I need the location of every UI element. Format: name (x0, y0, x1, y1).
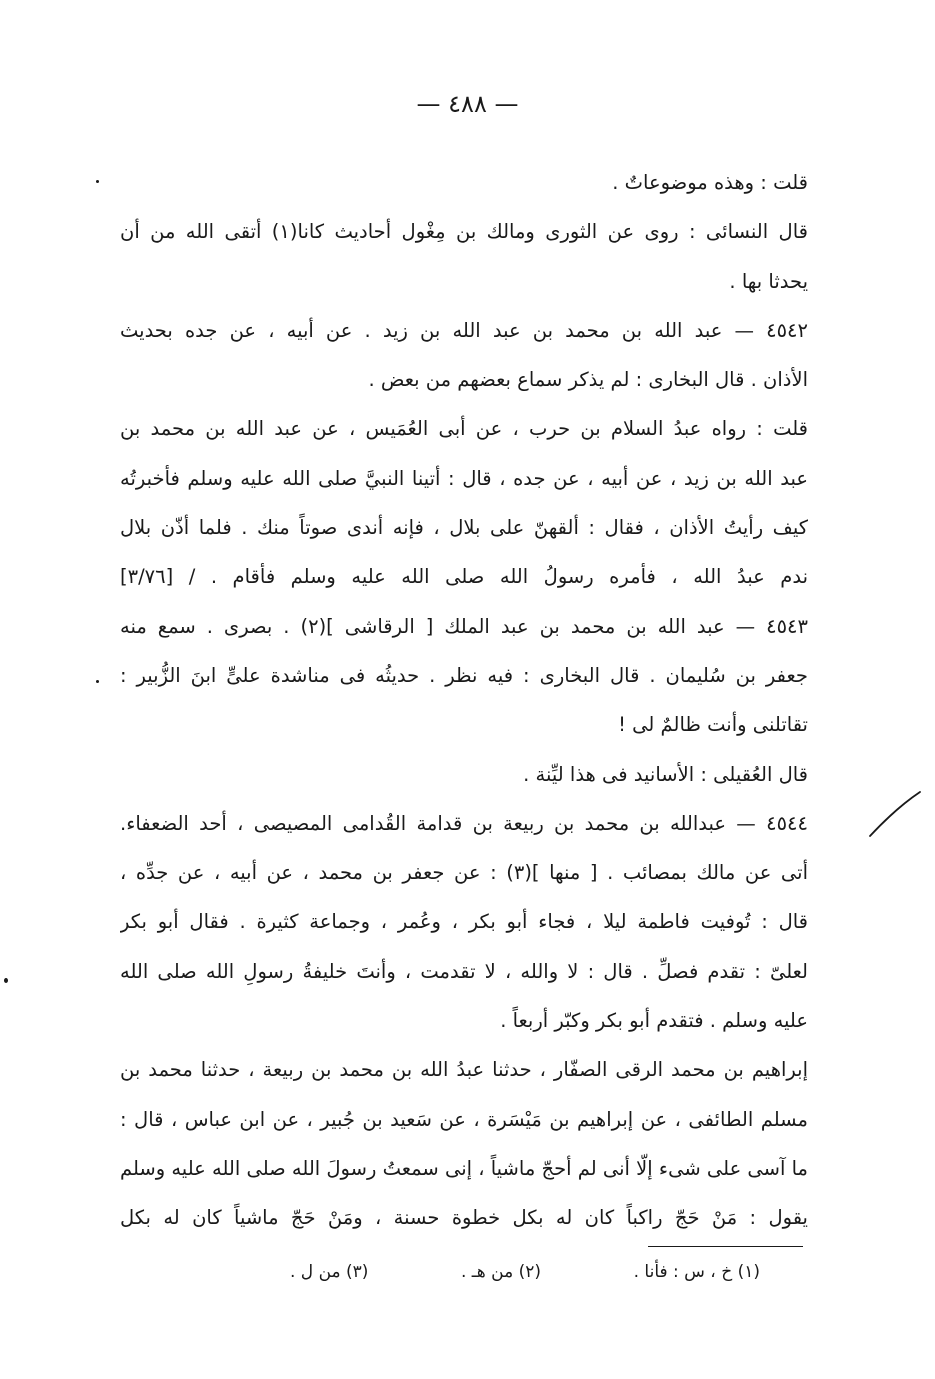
page-number: — ٤٨٨ — (416, 90, 519, 118)
text-line: تقاتلنى وأنت ظالمٌ لى ! (618, 713, 808, 737)
margin-speck-3 (4, 978, 8, 983)
text-line: ندم عبدُ الله ، فأمره رسولُ الله صلى الله عليه وسلم فأقام . / [٣/٧٦] (120, 565, 808, 589)
text-line: قال النسائى : روى عن الثورى ومالك بن مِغْول أحاديث كانا(١) أتقى الله من أن (120, 220, 808, 244)
text-line: يحدثا بها . (729, 269, 808, 293)
text-line: عليه وسلم . فتقدم أبو بكر وكبّر أربعاً . (500, 1009, 808, 1033)
text-line: ٤٥٤٤ — عبدالله بن محمد بن ربيعة بن قدامة القُدامى المصيصى ، أحد الضعفاء. (120, 811, 808, 835)
footnote-3: (٣) من ل . (290, 1262, 369, 1282)
margin-speck-1 (96, 180, 99, 183)
text-line: كيف رأيتُ الأذان ، فقال : ألقهنّ على بلال ، فإنه أندى صوتاً منك . فلما أذّن بلال (120, 516, 808, 540)
text-line: لعلىّ : تقدم فصلِّ . قال : لا والله ، لا تقدمت ، وأنتَ خليفةُ رسولِ الله صلى الله (120, 959, 808, 983)
margin-pen-stroke (866, 790, 922, 840)
text-line: قلت : رواه عبدُ السلام بن حرب ، عن أبى العُمَيس ، عن عبد الله بن محمد بن (120, 417, 808, 441)
text-line: قال : تُوفيت فاطمة ليلا ، فجاء أبو بكر ، وعُمر ، وجماعة كثيرة . فقال أبو بكر (120, 910, 808, 934)
text-line: قال العُقيلى : الأسانيد فى هذا ليِّنة . (523, 762, 808, 786)
margin-speck-2 (96, 680, 99, 683)
text-line: مسلم الطائفى ، عن إبراهيم بن مَيْسَرة ، عن سَعيد بن جُبير ، عن ابن عباس ، قال : (120, 1107, 808, 1131)
text-line: الأذان . قال البخارى : لم يذكر سماع بعضهم من بعض . (368, 368, 808, 392)
text-line: يقول : مَنْ حَجّ راكباً كان له بكل خطوة حسنة ، ومَنْ حَجّ ماشياً كان له بكل (120, 1206, 808, 1230)
text-line: قلت : وهذه موضوعاتٌ . (612, 171, 808, 194)
footnote-divider (648, 1246, 803, 1247)
footnote-2: (٢) من هـ . (461, 1262, 542, 1282)
text-line: أتى عن مالك بمصائب . [ منها ](٣) : عن جعفر بن محمد ، عن أبيه ، عن جدِّه ، (120, 861, 808, 885)
text-line: إبراهيم بن محمد الرقى الصفّار ، حدثنا عبدُ الله بن محمد بن ربيعة ، حدثنا محمد بن (120, 1058, 808, 1082)
footnote-1: (١) خ ، س : فأنا . (633, 1262, 760, 1282)
footnotes (290, 1262, 760, 1282)
text-line: عبد الله بن زيد ، عن أبيه ، عن جده ، قال : أتينا النبيَّ صلى الله عليه وسلم فأخبرتُه (120, 466, 808, 490)
text-line: ما آسى على شىء إلّا أنى لم أحجّ ماشياً ، إنى سمعتُ رسولَ الله صلى الله عليه وسلم (120, 1156, 808, 1180)
text-line: جعفر بن سُليمان . قال البخارى : فيه نظر . حديثُه فى مناشدة علىٍّ ابنَ الزُّبير : (120, 663, 808, 687)
text-line: ٤٥٤٢ — عبد الله بن محمد بن عبد الله بن زيد . عن أبيه ، عن جده بحديث (120, 318, 808, 342)
main-text (120, 158, 808, 1243)
text-line: ٤٥٤٣ — عبد الله بن محمد بن عبد الملك [ الرقاشى ](٢) . بصرى . سمع منه (120, 614, 808, 638)
